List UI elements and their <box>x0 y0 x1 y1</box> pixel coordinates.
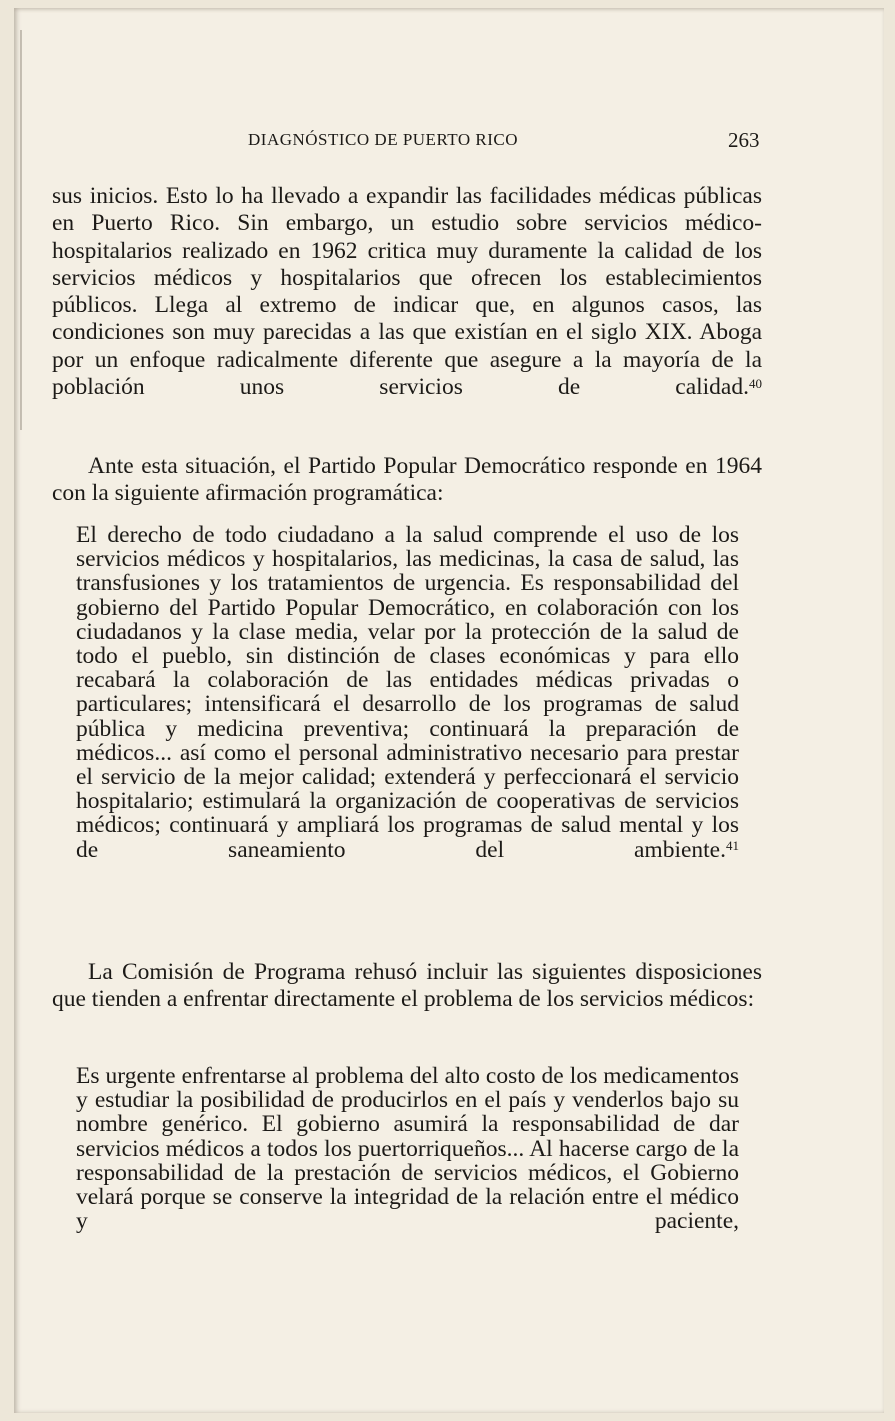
footnote-ref-40: 40 <box>749 376 762 392</box>
page-number: 263 <box>728 128 760 152</box>
paragraph-1 <box>52 183 762 401</box>
paragraph-2: Ante esta situación, el Partido Popular Democrático responde en 1964 con la siguiente afirmación programática: <box>52 453 762 507</box>
footnote-ref-41: 41 <box>726 837 739 853</box>
paragraph-3: La Comisión de Programa rehusó incluir las siguientes disposiciones que tienden a enfrentar directamente el problema de los servicios médicos: <box>52 959 762 1013</box>
block-quote-1 <box>76 523 739 862</box>
paragraph-1-text: sus inicios. Esto lo ha llevado a expandir las facilidades médicas públicas en Puerto Rico. Sin embargo, un estudio sobre servicios médico-hospitalarios realizado en 1962 critica muy duramente la calidad de los servicios médicos y hospitalarios que ofrecen los establecimientos públicos. Llega al extremo de indicar que, en algunos casos, las condiciones son muy parecidas a las que existían en el siglo XIX. Aboga por un enfoque radicalmente diferente que asegure a la mayoría de la población unos servicios de calidad. <box>52 183 762 401</box>
block-quote-2: Es urgente enfrentarse al problema del alto costo de los medicamentos y estudiar la posibilidad de producirlos en el país y venderlos bajo su nombre genérico. El gobierno asumirá la responsabilidad de dar servicios médicos a todos los puertorriqueños... Al hacerse cargo de la responsabilidad de la prestación de servicios médicos, el Gobierno velará porque se conserve la integridad de la relación entre el médico y paciente, <box>76 1063 739 1235</box>
running-head: DIAGNÓSTICO DE PUERTO RICO <box>248 130 518 149</box>
page-edge <box>20 30 22 430</box>
block-quote-1-text: El derecho de todo ciudadano a la salud comprende el uso de los servicios médicos y hospitalarios, las medicinas, la casa de salud, las transfusiones y los tratamientos de urgencia. Es responsabilidad del gobierno del Partido Popular Democrático, en colaboración con los ciudadanos y la clase media, velar por la protección de la salud de todo el pueblo, sin distinción de clases económicas y para ello recabará la colaboración de las entidades médicas privadas o particulares; intensificará el desarrollo de los programas de salud pública y medicina preventiva; continuará la preparación de médicos... así como el personal administrativo necesario para prestar el servicio de la mejor calidad; extenderá y perfeccionará el servicio hospitalario; estimulará la organización de cooperativas de servicios médicos; continuará y ampliará los programas de salud mental y los de saneamiento del ambiente. <box>76 522 739 863</box>
